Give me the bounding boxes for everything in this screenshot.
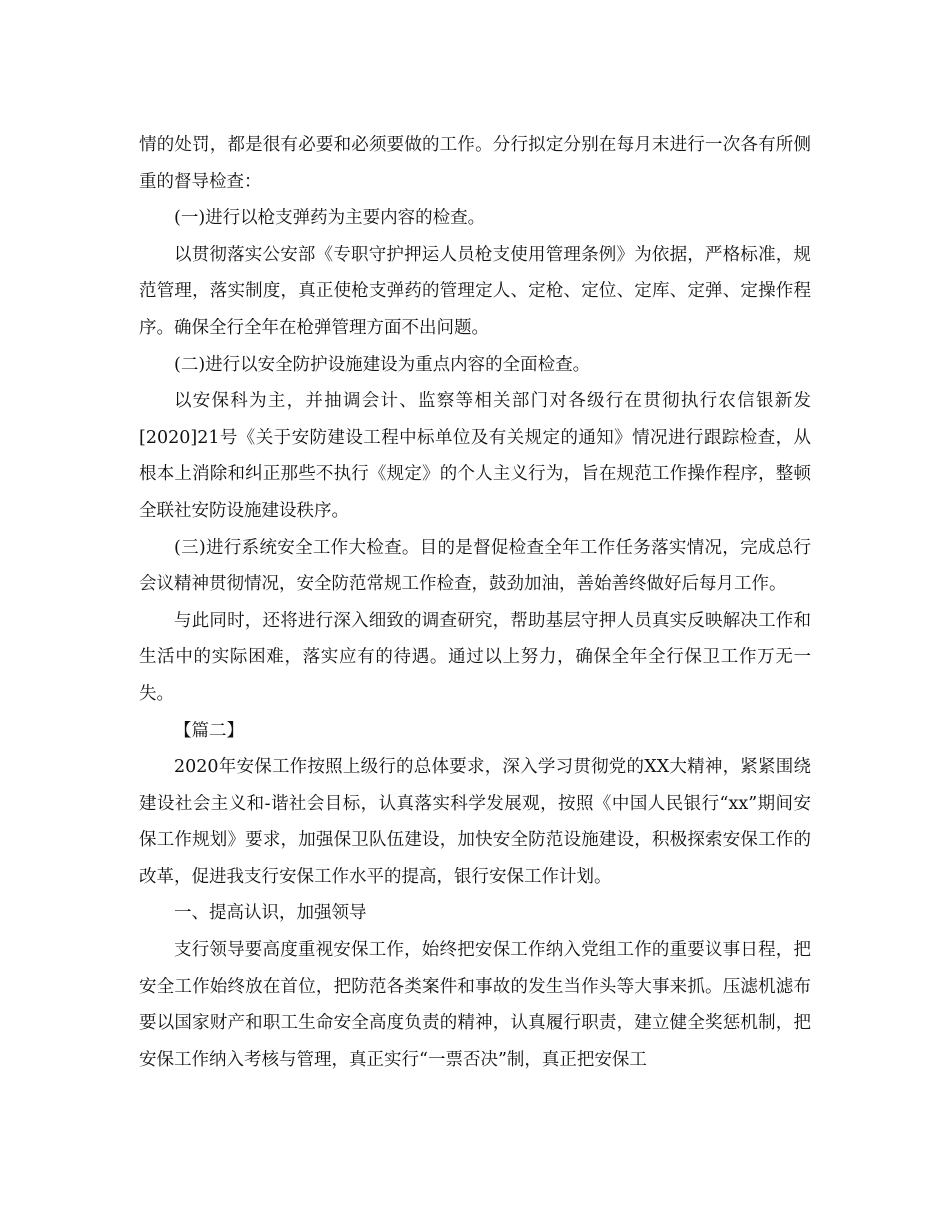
paragraph: (三)进行系统安全工作大检查。目的是督促检查全年工作任务落实情况，完成总行会议精神贯彻情况，安全防范常规工作检查，鼓劲加油，善始善终做好后每月工作。 [139, 537, 811, 595]
paragraph: 2020年安保工作按照上级行的总体要求，深入学习贯彻党的XX大精神，紧紧围绕建设社会主义和-谐社会目标，认真落实科学发展观，按照《中国人民银行“xx”期间安保工作规划》要求，加强保卫队伍建设，加快安全防范设施建设，积极探索安保工作的改革，促进我支行安保工作水平的提高，银行安保工作计划。 [139, 757, 811, 887]
document-body [139, 127, 811, 1078]
section-heading: 一、提高认识，加强领导 [174, 903, 367, 924]
paragraph: 支行领导要高度重视安保工作，始终把安保工作纳入党组工作的重要议事日程，把安全工作始终放在首位，把防范各类案件和事故的发生当作头等大事来抓。压滤机滤布要以国家财产和职工生命安全高度负责的精神，认真履行职责，建立健全奖惩机制，把安保工作纳入考核与管理，真正实行“一票否决”制，真正把安保工 [139, 940, 811, 1070]
paragraph: (二)进行以安全防护设施建设为重点内容的全面检查。 [174, 354, 591, 375]
paragraph: 与此同时，还将进行深入细致的调查研究，帮助基层守押人员真实反映解决工作和生活中的实际困难，落实应有的待遇。通过以上努力，确保全年全行保卫工作万无一失。 [139, 610, 811, 704]
paragraph: 情的处罚，都是很有必要和必须要做的工作。分行拟定分别在每月末进行一次各有所侧重的督导检查： [139, 135, 811, 192]
section-heading: 【篇二】 [174, 720, 244, 741]
paragraph: 以安保科为主，并抽调会计、监察等相关部门对各级行在贯彻执行农信银新发[2020]21号《关于安防建设工程中标单位及有关规定的通知》情况进行跟踪检查，从根本上消除和纠正那些不执行《规定》的个人主义行为，旨在规范工作操作程序，整顿全联社安防设施建设秩序。 [139, 391, 811, 521]
paragraph: 以贯彻落实公安部《专职守护押运人员枪支使用管理条例》为依据，严格标准，规范管理，落实制度，真正使枪支弹药的管理定人、定枪、定位、定库、定弹、定操作程序。确保全行全年在枪弹管理方面不出问题。 [139, 244, 811, 338]
paragraph: (一)进行以枪支弹药为主要内容的检查。 [174, 208, 486, 229]
